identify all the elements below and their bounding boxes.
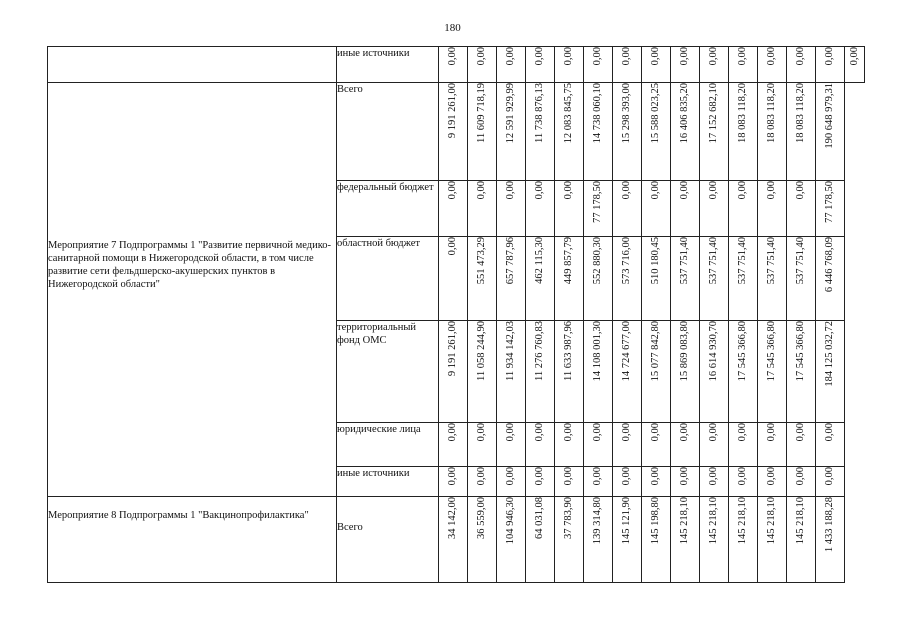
value-text: 1 433 188,28 xyxy=(824,497,835,553)
value-text: 190 648 979,31 xyxy=(824,83,835,149)
value-cell xyxy=(700,497,729,583)
value-cell xyxy=(555,83,584,181)
value-cell xyxy=(729,497,758,583)
value-cell xyxy=(468,321,497,423)
value-cell xyxy=(439,423,468,467)
funding-source-cell: иные источники xyxy=(337,467,439,497)
value-text: 0,00 xyxy=(650,181,661,200)
budget-table xyxy=(47,46,865,583)
value-text: 0,00 xyxy=(795,423,806,442)
value-text: 11 633 987,96 xyxy=(563,321,574,381)
value-cell xyxy=(555,497,584,583)
value-text: 0,00 xyxy=(795,47,806,66)
value-text: 0,00 xyxy=(848,47,860,66)
value-text: 0,00 xyxy=(679,467,690,486)
value-text: 6 446 768,09 xyxy=(824,237,835,293)
value-cell xyxy=(816,83,845,181)
value-text: 537 751,40 xyxy=(795,237,806,285)
value-text: 573 716,00 xyxy=(621,237,632,285)
value-cell xyxy=(555,321,584,423)
value-text: 0,00 xyxy=(824,423,835,442)
value-text: 449 857,79 xyxy=(563,237,574,285)
value-text: 552 880,30 xyxy=(592,237,603,285)
value-text: 145 218,10 xyxy=(708,497,719,545)
value-cell xyxy=(439,181,468,237)
value-text: 0,00 xyxy=(592,423,603,442)
value-cell xyxy=(787,321,816,423)
value-text: 12 591 929,99 xyxy=(505,83,516,144)
value-text: 64 031,08 xyxy=(534,497,545,539)
value-text: 0,00 xyxy=(621,181,632,200)
value-cell xyxy=(497,497,526,583)
value-cell xyxy=(642,47,671,83)
value-text: 11 058 244,90 xyxy=(476,321,487,381)
value-cell xyxy=(555,47,584,83)
value-cell xyxy=(729,181,758,237)
value-text: 145 218,10 xyxy=(795,497,806,545)
value-cell xyxy=(497,423,526,467)
value-text: 0,00 xyxy=(766,467,777,486)
table-row xyxy=(48,83,865,181)
funding-source-cell: юридические лица xyxy=(337,423,439,467)
value-text: 0,00 xyxy=(534,181,545,200)
value-text: 0,00 xyxy=(563,47,574,66)
value-cell xyxy=(468,181,497,237)
value-text: 0,00 xyxy=(650,423,661,442)
value-cell xyxy=(526,237,555,321)
value-text: 16 614 930,70 xyxy=(708,321,719,382)
value-cell xyxy=(758,321,787,423)
value-cell xyxy=(526,83,555,181)
value-cell xyxy=(468,467,497,497)
value-text: 0,00 xyxy=(592,47,603,66)
value-text: 0,00 xyxy=(708,467,719,486)
value-text: 184 125 032,72 xyxy=(824,321,835,387)
value-cell xyxy=(758,47,787,83)
value-text: 36 559,00 xyxy=(476,497,487,539)
value-text: 18 083 118,20 xyxy=(795,83,806,143)
value-cell xyxy=(584,83,613,181)
value-text: 0,00 xyxy=(534,47,545,66)
value-cell xyxy=(526,321,555,423)
value-cell xyxy=(584,237,613,321)
value-cell xyxy=(845,47,865,83)
budget-table-body xyxy=(48,47,865,583)
value-cell xyxy=(555,237,584,321)
value-cell xyxy=(584,47,613,83)
value-cell xyxy=(758,237,787,321)
value-text: 462 115,30 xyxy=(534,237,545,284)
value-text: 0,00 xyxy=(476,47,487,66)
value-cell xyxy=(816,423,845,467)
value-cell xyxy=(468,497,497,583)
value-text: 657 787,96 xyxy=(505,237,516,285)
value-text: 0,00 xyxy=(505,47,516,66)
value-cell xyxy=(642,83,671,181)
value-cell xyxy=(758,83,787,181)
value-text: 537 751,40 xyxy=(679,237,690,285)
value-cell xyxy=(729,237,758,321)
value-cell xyxy=(526,467,555,497)
value-text: 17 545 366,80 xyxy=(737,321,748,382)
value-text: 0,00 xyxy=(795,181,806,200)
value-cell xyxy=(642,423,671,467)
value-text: 0,00 xyxy=(650,467,661,486)
value-cell xyxy=(816,181,845,237)
value-text: 0,00 xyxy=(824,47,835,66)
value-text: 15 588 023,25 xyxy=(650,83,661,144)
value-cell xyxy=(613,83,642,181)
value-text: 0,00 xyxy=(563,181,574,200)
value-cell xyxy=(787,83,816,181)
value-cell xyxy=(729,423,758,467)
event-cell xyxy=(48,47,337,83)
value-text: 0,00 xyxy=(737,181,748,200)
value-text: 0,00 xyxy=(824,467,835,486)
value-cell xyxy=(816,237,845,321)
value-cell xyxy=(787,497,816,583)
value-text: 0,00 xyxy=(621,423,632,442)
value-cell xyxy=(671,181,700,237)
value-cell xyxy=(468,237,497,321)
funding-source-cell: федеральный бюджет xyxy=(337,181,439,237)
value-text: 537 751,40 xyxy=(708,237,719,285)
value-cell xyxy=(497,237,526,321)
value-cell xyxy=(468,423,497,467)
value-text: 14 108 001,30 xyxy=(592,321,603,382)
value-text: 18 083 118,20 xyxy=(766,83,777,143)
event-cell: Мероприятие 7 Подпрограммы 1 "Развитие первичной медико-санитарной помощи в Нижегородской области, в том числе развитие сети фельдшерско-акушерских пунктов в Нижегородской области" xyxy=(48,83,337,497)
value-cell xyxy=(584,321,613,423)
value-cell xyxy=(439,497,468,583)
funding-source-cell: областной бюджет xyxy=(337,237,439,321)
value-text: 0,00 xyxy=(476,181,487,200)
value-cell xyxy=(613,47,642,83)
value-cell xyxy=(816,321,845,423)
value-text: 0,00 xyxy=(534,423,545,442)
value-text: 15 298 393,00 xyxy=(621,83,632,144)
value-cell xyxy=(613,423,642,467)
value-cell xyxy=(671,47,700,83)
value-cell xyxy=(613,497,642,583)
funding-source-cell: территориальный фонд ОМС xyxy=(337,321,439,423)
value-text: 18 083 118,20 xyxy=(737,83,748,143)
value-cell xyxy=(613,321,642,423)
value-text: 0,00 xyxy=(795,467,806,486)
value-text: 145 198,80 xyxy=(650,497,661,545)
value-cell xyxy=(642,321,671,423)
value-text: 0,00 xyxy=(621,467,632,486)
value-cell xyxy=(671,467,700,497)
value-cell xyxy=(758,181,787,237)
value-text: 0,00 xyxy=(534,467,545,486)
value-cell xyxy=(584,423,613,467)
value-text: 0,00 xyxy=(737,47,748,66)
value-cell xyxy=(758,423,787,467)
value-cell xyxy=(671,237,700,321)
value-text: 0,00 xyxy=(766,423,777,442)
value-cell xyxy=(642,237,671,321)
funding-source-cell: Всего xyxy=(337,83,439,181)
value-text: 0,00 xyxy=(476,423,487,442)
value-text: 0,00 xyxy=(447,181,458,200)
table-row xyxy=(48,47,865,83)
value-text: 145 218,10 xyxy=(766,497,777,545)
value-cell xyxy=(671,83,700,181)
value-text: 551 473,29 xyxy=(476,237,487,285)
value-text: 145 218,10 xyxy=(737,497,748,545)
value-text: 34 142,00 xyxy=(447,497,458,539)
value-cell xyxy=(729,83,758,181)
value-text: 0,00 xyxy=(592,467,603,486)
value-cell xyxy=(787,467,816,497)
value-cell xyxy=(729,47,758,83)
value-text: 77 178,50 xyxy=(824,181,835,223)
value-text: 145 121,90 xyxy=(621,497,632,545)
value-text: 0,00 xyxy=(708,423,719,442)
value-text: 0,00 xyxy=(447,47,458,66)
value-text: 17 545 366,80 xyxy=(795,321,806,382)
value-text: 12 083 845,75 xyxy=(563,83,574,144)
value-cell xyxy=(700,237,729,321)
value-cell xyxy=(526,47,555,83)
value-cell xyxy=(439,83,468,181)
value-cell xyxy=(700,83,729,181)
value-cell xyxy=(671,497,700,583)
value-cell xyxy=(816,497,845,583)
value-text: 14 724 677,00 xyxy=(621,321,632,382)
value-cell xyxy=(816,47,845,83)
value-text: 0,00 xyxy=(505,423,516,442)
value-cell xyxy=(497,83,526,181)
value-text: 0,00 xyxy=(505,467,516,486)
value-text: 9 191 261,00 xyxy=(447,321,458,377)
value-text: 11 934 142,03 xyxy=(505,321,516,381)
value-text: 0,00 xyxy=(563,423,574,442)
value-cell xyxy=(555,467,584,497)
value-cell xyxy=(497,181,526,237)
value-text: 104 946,30 xyxy=(505,497,516,545)
value-cell xyxy=(700,321,729,423)
value-text: 0,00 xyxy=(621,47,632,66)
page-number: 180 xyxy=(444,22,461,34)
value-cell xyxy=(497,47,526,83)
value-cell xyxy=(816,467,845,497)
value-text: 9 191 261,00 xyxy=(447,83,458,139)
value-text: 0,00 xyxy=(708,47,719,66)
value-cell xyxy=(497,467,526,497)
value-cell xyxy=(613,237,642,321)
value-text: 0,00 xyxy=(737,423,748,442)
value-text: 0,00 xyxy=(708,181,719,200)
value-text: 139 314,80 xyxy=(592,497,603,545)
funding-source-cell: иные источники xyxy=(337,47,439,83)
value-cell xyxy=(787,237,816,321)
value-cell xyxy=(497,321,526,423)
value-cell xyxy=(439,467,468,497)
value-cell xyxy=(555,423,584,467)
value-cell xyxy=(642,181,671,237)
value-text: 11 738 876,13 xyxy=(534,83,545,143)
value-cell xyxy=(787,47,816,83)
value-text: 0,00 xyxy=(650,47,661,66)
value-cell xyxy=(468,47,497,83)
event-cell: Мероприятие 8 Подпрограммы 1 "Вакцинопрофилактика" xyxy=(48,497,337,583)
value-cell xyxy=(468,83,497,181)
value-cell xyxy=(584,467,613,497)
value-cell xyxy=(439,237,468,321)
value-cell xyxy=(671,423,700,467)
value-text: 11 276 760,83 xyxy=(534,321,545,381)
value-cell xyxy=(584,497,613,583)
value-text: 77 178,50 xyxy=(592,181,603,223)
value-text: 0,00 xyxy=(766,181,777,200)
value-text: 0,00 xyxy=(447,423,458,442)
value-text: 11 609 718,19 xyxy=(476,83,487,143)
value-cell xyxy=(729,467,758,497)
value-text: 15 869 083,80 xyxy=(679,321,690,382)
value-cell xyxy=(787,423,816,467)
value-text: 510 180,45 xyxy=(650,237,661,285)
value-text: 14 738 060,10 xyxy=(592,83,603,144)
value-cell xyxy=(526,497,555,583)
value-cell xyxy=(758,497,787,583)
value-text: 0,00 xyxy=(447,467,458,486)
value-cell xyxy=(613,467,642,497)
value-cell xyxy=(787,181,816,237)
value-cell xyxy=(526,423,555,467)
value-text: 0,00 xyxy=(679,181,690,200)
value-text: 537 751,40 xyxy=(737,237,748,285)
value-cell xyxy=(642,467,671,497)
value-text: 0,00 xyxy=(679,47,690,66)
value-text: 17 152 682,10 xyxy=(708,83,719,144)
value-cell xyxy=(555,181,584,237)
value-text: 16 406 835,20 xyxy=(679,83,690,144)
value-cell xyxy=(700,47,729,83)
value-text: 0,00 xyxy=(476,467,487,486)
value-cell xyxy=(700,181,729,237)
value-text: 37 783,90 xyxy=(563,497,574,539)
value-cell xyxy=(584,181,613,237)
value-text: 15 077 842,80 xyxy=(650,321,661,382)
value-text: 0,00 xyxy=(505,181,516,200)
value-text: 0,00 xyxy=(679,423,690,442)
value-cell xyxy=(613,181,642,237)
value-cell xyxy=(758,467,787,497)
value-cell xyxy=(439,321,468,423)
value-text: 0,00 xyxy=(766,47,777,66)
value-cell xyxy=(642,497,671,583)
value-text: 0,00 xyxy=(563,467,574,486)
table-row xyxy=(48,497,865,583)
value-cell xyxy=(526,181,555,237)
value-cell xyxy=(700,423,729,467)
funding-source-cell: Всего xyxy=(337,497,439,583)
value-cell xyxy=(700,467,729,497)
value-cell xyxy=(439,47,468,83)
value-text: 537 751,40 xyxy=(766,237,777,285)
value-cell xyxy=(729,321,758,423)
value-cell xyxy=(671,321,700,423)
value-text: 0,00 xyxy=(737,467,748,486)
value-text: 0,00 xyxy=(447,237,458,256)
value-text: 17 545 366,80 xyxy=(766,321,777,382)
value-text: 145 218,10 xyxy=(679,497,690,545)
